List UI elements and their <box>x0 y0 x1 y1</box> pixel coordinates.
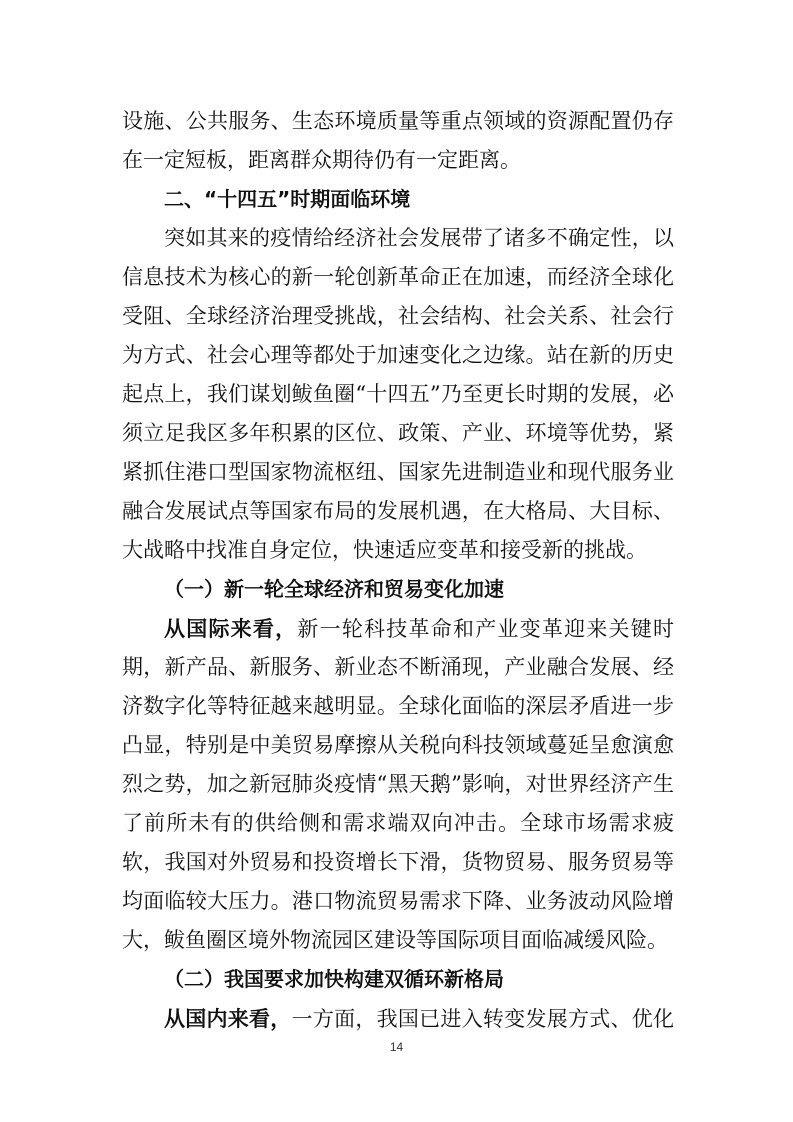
paragraph-line: 融合发展试点等国家布局的发展机遇，在大格局、大目标、 <box>122 499 674 523</box>
paragraph-text: 新一轮科技革命和产业变革迎来关键时 <box>297 617 675 641</box>
paragraph-line: 突如其来的疫情给经济社会发展带了诸多不确定性，以 <box>164 226 674 250</box>
paragraph-line: 凸显，特别是中美贸易摩擦从关税向科技领域蔓延呈愈演愈 <box>122 733 674 757</box>
paragraph-line: 大战略中找准自身定位，快速适应变革和接受新的挑战。 <box>122 538 647 562</box>
paragraph-line: 在一定短板，距离群众期待仍有一定距离。 <box>122 148 521 172</box>
paragraph-line <box>122 609 674 648</box>
paragraph-line: 烈之势，加之新冠肺炎疫情“黑天鹅”影响，对世界经济产生 <box>122 772 674 796</box>
paragraph-line: 须立足我区多年积累的区位、政策、产业、环境等优势，紧 <box>122 421 674 445</box>
paragraph-line: 软，我国对外贸易和投资增长下滑，货物贸易、服务贸易等 <box>122 850 674 874</box>
paragraph-line: 大，鲅鱼圈区境外物流园区建设等国际项目面临减缓风险。 <box>122 928 668 952</box>
paragraph-line: 紧抓住港口型国家物流枢纽、国家先进制造业和现代服务业 <box>122 460 674 484</box>
subsection-heading: （一）新一轮全球经济和贸易变化加速 <box>164 577 504 601</box>
paragraph-line: 了前所未有的供给侧和需求端双向冲击。全球市场需求疲 <box>122 811 674 835</box>
page-number: 14 <box>389 1040 404 1054</box>
paragraph-line: 为方式、社会心理等都处于加速变化之边缘。站在新的历史 <box>122 343 674 367</box>
paragraph-line: 均面临较大压力。港口物流贸易需求下降、业务波动风险增 <box>122 889 674 913</box>
subsection-heading: （二）我国要求加快构建双循环新格局 <box>164 967 504 991</box>
paragraph-line: 济数字化等特征越来越明显。全球化面临的深层矛盾进一步 <box>122 694 674 718</box>
paragraph-line: 设施、公共服务、生态环境质量等重点领域的资源配置仍存 <box>122 109 674 133</box>
paragraph-line <box>122 999 674 1038</box>
paragraph-line: 受阻、全球经济治理受挑战，社会结构、社会关系、社会行 <box>122 304 674 328</box>
lead-phrase: 从国际来看， <box>164 616 298 641</box>
body-text <box>122 102 674 1038</box>
paragraph-line: 起点上，我们谋划鲅鱼圈“十四五”乃至更长时期的发展，必 <box>122 382 674 406</box>
paragraph-line: 信息技术为核心的新一轮创新革命正在加速，而经济全球化 <box>122 265 674 289</box>
paragraph-line: 期，新产品、新服务、新业态不断涌现，产业融合发展、经 <box>122 655 674 679</box>
paragraph-text: 一方面，我国已进入转变发展方式、优化 <box>291 1007 675 1031</box>
section-heading: 二、“十四五”时期面临环境 <box>164 187 411 211</box>
lead-phrase: 从国内来看， <box>164 1006 292 1031</box>
